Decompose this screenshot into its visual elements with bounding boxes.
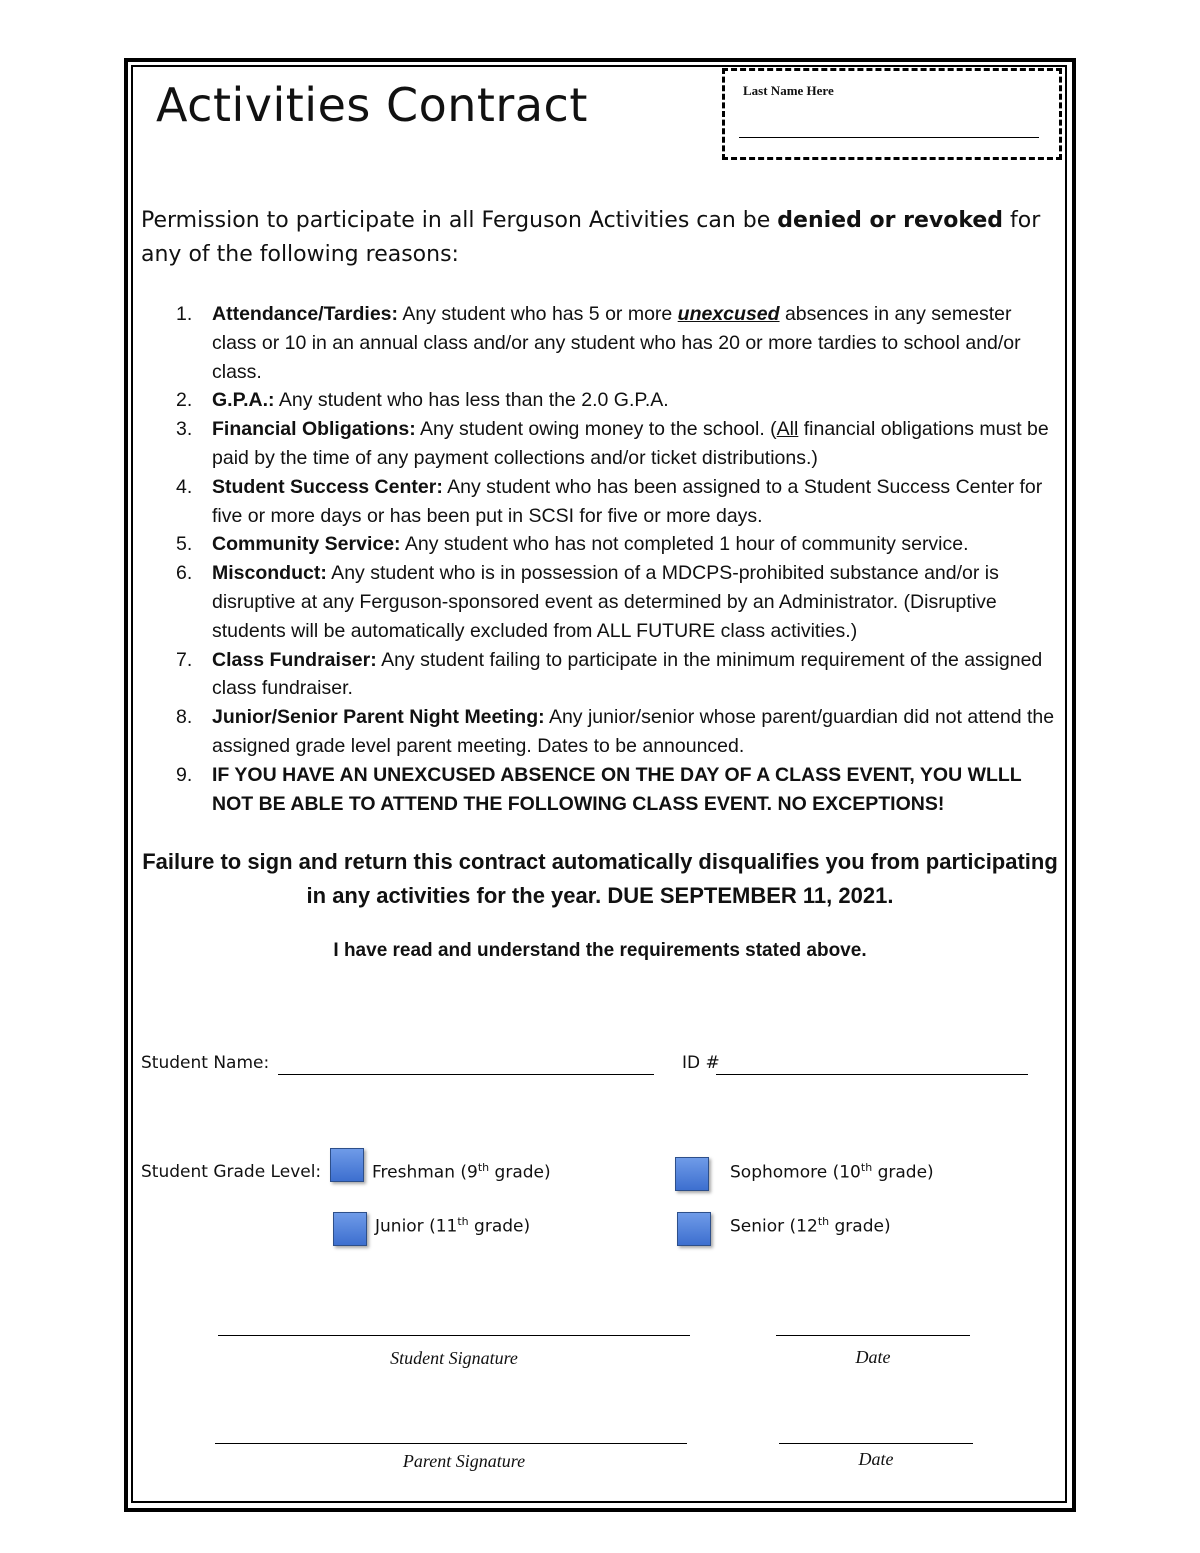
- reason-label: G.P.A.:: [212, 389, 275, 412]
- intro-text-end: for any of the following reasons:: [141, 208, 1041, 267]
- list-number: 3.: [176, 418, 193, 441]
- last-name-label: Last Name Here: [743, 83, 834, 98]
- last-name-field[interactable]: [739, 137, 1039, 138]
- list-item: [170, 473, 1060, 531]
- reason-emphasis: All: [776, 418, 799, 441]
- reason-label: Financial Obligations:: [212, 418, 416, 441]
- page-title: Activities Contract: [156, 78, 588, 132]
- sophomore-option-label: Sophomore (10th grade): [730, 1161, 934, 1183]
- freshman-checkbox[interactable]: [330, 1148, 364, 1182]
- intro-emphasis: denied or revoked: [777, 208, 1004, 233]
- reason-label: Attendance/Tardies:: [212, 303, 399, 325]
- reason-text: Any student who has been assigned to a Student Success Center for five or more days or has been put in SCSI for five or more days.: [212, 475, 1043, 527]
- senior-checkbox[interactable]: [677, 1212, 711, 1246]
- reason-label: Junior/Senior Parent Night Meeting:: [212, 706, 545, 729]
- reason-text-start: Any student owing money to the school. (: [415, 418, 777, 441]
- reason-text: Any student who has not completed 1 hour of community service.: [400, 533, 969, 556]
- reason-text: Any student who is in possession of a MDCPS-prohibited substance and/or is disruptive at any Ferguson-sponsored event as determined by an Administrator. (Disruptive students will be automatically excluded from ALL FUTURE class activities.): [212, 562, 999, 642]
- reason-text: Any student who has less than the 2.0 G.P.A.: [274, 389, 669, 412]
- student-date-line[interactable]: [776, 1335, 970, 1336]
- id-field[interactable]: [716, 1074, 1028, 1075]
- reason-text: Any junior/senior whose parent/guardian did not attend the assigned grade level parent meeting. Dates to be announced.: [212, 706, 1055, 757]
- list-number: 4.: [176, 475, 193, 498]
- reason-text: absences in any semester class or 10 in an annual class and/or any student who has 20 or more tardies to school and/or class.: [212, 303, 1021, 383]
- grade-level-label: Student Grade Level:: [141, 1162, 322, 1182]
- student-name-label: Student Name:: [141, 1053, 270, 1073]
- acknowledgement-statement: I have read and understand the requirements stated above.: [333, 940, 867, 961]
- list-item: [170, 703, 1060, 761]
- list-item: [170, 761, 1060, 819]
- parent-signature-label: Parent Signature: [402, 1451, 526, 1471]
- student-signature-label: Student Signature: [390, 1348, 518, 1368]
- list-item: [170, 415, 1060, 473]
- junior-checkbox[interactable]: [333, 1212, 367, 1246]
- student-date-label: Date: [855, 1347, 891, 1367]
- student-signature-line[interactable]: [218, 1335, 690, 1336]
- reason-text: Any student failing to participate in the minimum requirement of the assigned class fundraiser.: [212, 648, 1043, 700]
- list-number: 1.: [176, 303, 193, 325]
- reason-label: Community Service:: [212, 533, 401, 556]
- reason-label: IF YOU HAVE AN UNEXCUSED ABSENCE ON THE DAY OF A CLASS EVENT, YOU WLLL NOT BE ABLE TO ATTEND THE FOLLOWING CLASS EVENT. NO EXCEPTIONS!: [212, 763, 1022, 815]
- list-item: [170, 386, 1060, 415]
- senior-option-label: Senior (12th grade): [730, 1215, 891, 1237]
- list-number: 6.: [176, 562, 193, 585]
- list-item: [170, 646, 1060, 704]
- student-name-field[interactable]: [278, 1074, 654, 1075]
- list-number: 8.: [176, 706, 193, 729]
- list-number: 5.: [176, 533, 193, 556]
- intro-paragraph: [141, 204, 1061, 272]
- freshman-option-label: Freshman (9th grade): [372, 1161, 551, 1183]
- list-item: [170, 300, 1060, 386]
- list-item: [170, 530, 1060, 559]
- last-name-box: [722, 68, 1062, 160]
- junior-option-label: Junior (11th grade): [375, 1215, 531, 1237]
- reason-text-start: Any student who has 5 or more: [398, 303, 678, 325]
- reason-emphasis: unexcused: [677, 303, 780, 325]
- id-label: ID #: [682, 1053, 720, 1073]
- reason-label: Student Success Center:: [212, 475, 443, 498]
- parent-signature-line[interactable]: [215, 1443, 687, 1444]
- due-date-notice: Failure to sign and return this contract automatically disqualifies you from participating in any activities for the year. DUE SEPTEMBER 11, 2021.: [142, 849, 1058, 908]
- sophomore-checkbox[interactable]: [675, 1157, 709, 1191]
- reason-label: Misconduct:: [212, 562, 327, 585]
- list-number: 2.: [176, 389, 193, 412]
- parent-date-label: Date: [858, 1449, 894, 1469]
- reason-label: Class Fundraiser:: [212, 648, 377, 671]
- intro-text-start: Permission to participate in all Ferguson Activities can be: [141, 208, 778, 233]
- parent-date-line[interactable]: [779, 1443, 973, 1444]
- list-number: 9.: [176, 763, 193, 786]
- reasons-list: [170, 300, 1060, 818]
- list-item: [170, 559, 1060, 645]
- list-number: 7.: [176, 648, 193, 671]
- reason-text: financial obligations must be paid by the time of any payment collections and/or ticket distributions.): [212, 418, 1049, 469]
